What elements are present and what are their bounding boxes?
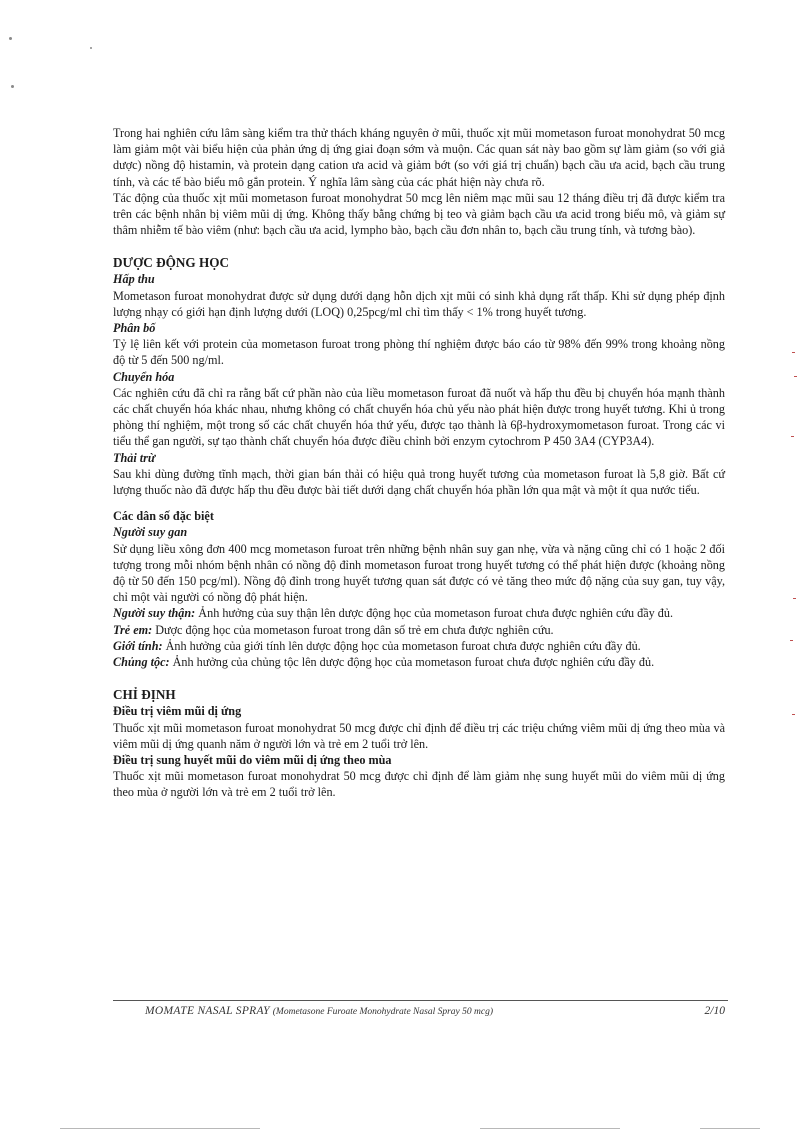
gender-paragraph <box>113 638 725 654</box>
intro-paragraph: Tác động của thuốc xịt mũi mometason furoat monohydrat 50 mcg lên niêm mạc mũi sau 12 tháng điều trị đã được kiểm tra trên các bệnh nhân bị viêm mũi dị ứng. Không thấy bằng chứng bị teo và giảm bạch cầu ưa acid trong biểu mô, và giảm sự thâm nhiễm tế bào viêm (như: bạch cầu ưa acid, lympho bào, bạch cầu đơn nhân to, bạch cầu trung tính, và tương bào). <box>113 190 725 238</box>
page-footer <box>145 1005 725 1017</box>
distribution-text: Tỷ lệ liên kết với protein của mometason furoat trong phòng thí nghiệm được báo cáo từ 98% đến 99% trong khoảng nồng độ từ 5 đến 500 ng/ml. <box>113 337 725 368</box>
edge-mark <box>792 714 795 715</box>
elimination-text: Sau khi dùng đường tĩnh mạch, thời gian bán thải có hiệu quả trong huyết tương của mometason furoat là 5,8 giờ. Bất cứ lượng thuốc nào đã được hấp thu đều được bài tiết dưới dạng chất chuyển hóa phần lớn qua mật và một ít qua nước tiểu. <box>113 466 725 498</box>
children-paragraph <box>113 622 725 638</box>
subheading-metabolism: Chuyển hóa <box>113 369 175 384</box>
intro-paragraph: Trong hai nghiên cứu lâm sàng kiểm tra thử thách kháng nguyên ở mũi, thuốc xịt mũi mometason furoat monohydrat 50 mcg làm giảm một vài biểu hiện của phản ứng dị ứng giai đoạn sớm và muộn. Các quan sát này bao gồm sự làm giảm (so với giả dược) nồng độ histamin, và protein dạng cation ưa acid và giảm bớt (so với giá trị chuẩn) bạch cầu ưa acid, bạch cầu trung tính, và các tế bào biểu mô gắn protein. Ý nghĩa lâm sàng của các phát hiện này chưa rõ. <box>113 126 725 189</box>
gender-text: Ảnh hưởng của giới tính lên dược động học của mometason furoat chưa được nghiên cứu đầy đủ. <box>162 638 641 653</box>
gender-label: Giới tính: <box>113 638 163 653</box>
subheading-indication-nasal-congestion: Điều trị sung huyết mũi do viêm mũi dị ứng theo mùa <box>113 752 392 767</box>
absorption-text: Mometason furoat monohydrat được sử dụng dưới dạng hỗn dịch xịt mũi có sinh khả dụng rất thấp. Khi sử dụng phép định lượng nhạy có giới hạn định lượng dưới (LOQ) 0,25pcg/ml chỉ tìm thấy < 1% trong huyết tương. <box>113 288 725 319</box>
indication-nasal-congestion-text: Thuốc xịt mũi mometason furoat monohydrat 50 mcg được chỉ định để làm giảm nhẹ sung huyết mũi do viêm mũi dị ứng theo mùa ở người lớn và trẻ em 2 tuổi trở lên. <box>113 769 725 800</box>
scan-speck <box>11 85 14 88</box>
subheading-hepatic: Người suy gan <box>113 525 188 540</box>
edge-mark <box>792 352 795 353</box>
edge-mark <box>790 640 793 641</box>
race-text: Ảnh hưởng của chủng tộc lên dược động học của mometason furoat chưa được nghiên cứu đầy đủ. <box>169 655 655 670</box>
subheading-indication-allergic-rhinitis: Điều trị viêm mũi dị ứng <box>113 704 242 719</box>
scan-edge-line <box>700 1128 760 1129</box>
metabolism-text: Các nghiên cứu đã chỉ ra rằng bất cứ phần nào của liều mometason furoat đã nuốt và hấp thu đều bị chuyển hóa mạnh thành các chất chuyển hóa khác nhau, nhưng không có chất chuyển hóa chủ yếu nào phát hiện được trong huyết tương. Khi ủ trong phòng thí nghiệm, một trong số các chất chuyển hóa thứ yếu, được tạo thành là 6β-hydroxymometason furoat. Trong các vi tiểu thể gan người, sự tạo thành chất chuyển hóa được điều chỉnh bởi enzym cytochrom P 450 3A4 (CYP3A4). <box>113 385 725 449</box>
children-label: Trẻ em: <box>113 622 153 637</box>
footer-divider <box>113 1000 728 1001</box>
hepatic-text: Sử dụng liều xông đơn 400 mcg mometason furoat trên những bệnh nhân suy gan nhẹ, vừa và nặng cũng chỉ có 1 hoặc 2 đối tượng trong mỗi nhóm bệnh nhân có nồng độ đỉnh mometason furoat trong huyết tương có thể phát hiện được (khoảng nồng độ từ 50 đến 150 pcg/ml). Nồng độ đỉnh trong huyết tương quan sát được có vẻ tăng theo mức độ nặng của suy gan, tuy vậy, chỉ một vài người có nồng độ phát hiện. <box>113 541 725 605</box>
scan-edge-line <box>480 1128 620 1129</box>
edge-mark <box>793 598 796 599</box>
subheading-special-populations: Các dân số đặc biệt <box>113 509 214 524</box>
children-text: Dược động học của mometason furoat trong dân số trẻ em chưa được nghiên cứu. <box>152 622 554 637</box>
footer-product-subtitle: (Mometasone Furoate Monohydrate Nasal Spray 50 mcg) <box>272 1007 493 1017</box>
renal-paragraph <box>113 605 725 621</box>
renal-text: Ảnh hưởng của suy thận lên dược động học của mometason furoat chưa được nghiên cứu đầy đủ. <box>195 606 674 621</box>
edge-mark <box>794 376 797 377</box>
race-paragraph <box>113 654 725 670</box>
renal-label: Người suy thận: <box>113 606 196 621</box>
section-heading-indications: CHỈ ĐỊNH <box>113 687 176 703</box>
footer-page-number: 2/10 <box>704 1005 725 1017</box>
section-heading-pharmacokinetics: DƯỢC ĐỘNG HỌC <box>113 255 229 271</box>
scan-edge-line <box>60 1128 260 1129</box>
edge-mark <box>791 436 794 437</box>
subheading-elimination: Thải trừ <box>113 450 156 465</box>
subheading-absorption: Hấp thu <box>113 272 155 287</box>
race-label: Chủng tộc: <box>113 655 170 670</box>
scan-speck <box>9 37 12 40</box>
subheading-distribution: Phân bố <box>113 321 156 336</box>
indication-allergic-rhinitis-text: Thuốc xịt mũi mometason furoat monohydrat 50 mcg được chỉ định để điều trị các triệu chứng viêm mũi dị ứng theo mùa và viêm mũi dị ứng quanh năm ở người lớn và trẻ em 2 tuổi trở lên. <box>113 720 725 751</box>
scan-speck <box>90 47 92 49</box>
footer-product-title: MOMATE NASAL SPRAY <box>145 1005 270 1017</box>
document-body <box>113 125 725 801</box>
